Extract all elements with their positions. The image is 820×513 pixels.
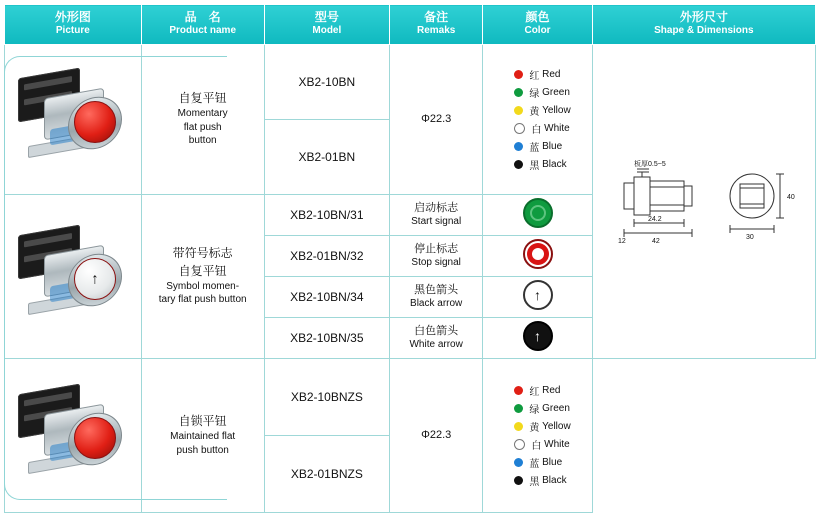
- blue-dot-icon: [514, 458, 523, 467]
- color-label-black-en: Black: [542, 158, 567, 170]
- color-item-yellow: [514, 419, 570, 434]
- color-label-blue-cn: 蓝: [529, 458, 540, 470]
- dim-30-label: 30: [745, 234, 754, 241]
- green-dot-icon: [514, 404, 523, 413]
- yellow-dot-icon: [514, 422, 523, 431]
- color-item-black: [514, 473, 570, 488]
- product-name-cn-2: 自复平钮: [178, 263, 227, 278]
- up-arrow-icon: ↑: [91, 270, 99, 288]
- white-arrow-on-black-icon: [523, 321, 553, 351]
- remark-en: Black arrow: [410, 298, 463, 310]
- color-label-green-en: Green: [542, 402, 570, 414]
- color-item-blue: [514, 139, 570, 154]
- blue-dot-icon: [514, 142, 523, 151]
- model-cell-xb2-10bn: XB2-10BN: [264, 44, 389, 119]
- color-label-blue-en: Blue: [542, 140, 563, 152]
- color-label-red-cn: 红: [529, 386, 540, 398]
- maintained-flat-push-button-red-photo: [10, 383, 136, 487]
- remark-cn: 启动标志: [414, 201, 459, 214]
- table-row: [5, 358, 816, 435]
- color-label-yellow-cn: 黄: [529, 106, 540, 118]
- header-model: [264, 5, 389, 45]
- product-name-cn-1: 带符号标志: [172, 246, 233, 261]
- remark-value: Φ22.3: [421, 428, 452, 441]
- header-remarks-en: Remaks: [416, 25, 456, 36]
- color-item-white: [514, 121, 570, 136]
- header-picture-en: Picture: [55, 25, 90, 36]
- header-model-en: Model: [312, 25, 342, 36]
- picture-cell-group2: [5, 194, 142, 358]
- color-label-green-cn: 绿: [529, 404, 540, 416]
- header-color: [483, 5, 592, 45]
- color-item-white: [514, 437, 570, 452]
- header-product-name: [141, 5, 264, 45]
- black-dot-icon: [514, 160, 523, 169]
- color-label-yellow-en: Yellow: [542, 104, 571, 116]
- red-ring-icon: [523, 239, 553, 269]
- color-label-yellow-cn: 黄: [529, 422, 540, 434]
- product-name-en-2: flat push: [183, 121, 222, 133]
- product-name-cell-group3: [141, 358, 264, 512]
- model-cell-xb2-01bnzs: XB2-01BNZS: [264, 435, 389, 512]
- color-cell-group1: [483, 44, 592, 194]
- color-cell-stop-signal: [483, 235, 592, 276]
- color-list: [504, 378, 570, 493]
- model-cell-xb2-01bn: XB2-01BN: [264, 119, 389, 194]
- header-color-en: Color: [524, 25, 551, 36]
- product-name-en-2: tary flat push button: [158, 294, 247, 306]
- remark-cell-black-arrow: [389, 276, 482, 317]
- red-dot-icon: [514, 386, 523, 395]
- color-item-black: [514, 157, 570, 172]
- color-item-red: [514, 67, 570, 82]
- color-label-green-en: Green: [542, 86, 570, 98]
- color-item-green: [514, 401, 570, 416]
- header-picture-cn: 外形图: [54, 10, 91, 24]
- table-row: [5, 44, 816, 119]
- dim-24-label: 24.2: [647, 216, 662, 223]
- white-dot-icon: [514, 439, 525, 450]
- model-cell-xb2-10bnzs: XB2-10BNZS: [264, 358, 389, 435]
- picture-cell-group3: [5, 358, 142, 512]
- red-dot-icon: [514, 70, 523, 79]
- color-item-blue: [514, 455, 570, 470]
- remark-cn: 白色箭头: [414, 324, 459, 337]
- color-cell-white-arrow: [483, 317, 592, 358]
- black-dot-icon: [514, 476, 523, 485]
- catalog-sheet: [0, 4, 820, 504]
- remark-value: Φ22.3: [421, 112, 452, 125]
- product-name-cn: 自锁平钮: [178, 413, 227, 428]
- header-color-cn: 颜色: [525, 10, 550, 24]
- empty-dimensions-cell: [592, 358, 815, 512]
- white-cap-icon: [74, 258, 116, 300]
- picture-cell-group1: [5, 44, 142, 194]
- color-label-white-cn: 白: [531, 440, 542, 452]
- product-name-cn: 自复平钮: [178, 91, 227, 106]
- color-item-yellow: [514, 103, 570, 118]
- header-remarks-cn: 备注: [424, 10, 449, 24]
- remark-cell-start-signal: [389, 194, 482, 235]
- product-name-en-1: Symbol momen-: [166, 280, 240, 292]
- color-cell-black-arrow: [483, 276, 592, 317]
- remark-cn: 停止标志: [414, 242, 459, 255]
- momentary-flat-push-button-red-photo: [10, 67, 136, 171]
- green-lamp-icon: [523, 198, 553, 228]
- header-dimensions: [592, 5, 815, 45]
- dim-40-label: 40: [786, 194, 795, 201]
- remark-cell-group1: [389, 44, 482, 194]
- header-product-name-cn: 品 名: [184, 10, 221, 24]
- red-cap-icon: [74, 417, 116, 459]
- header-dimensions-en: Shape & Dimensions: [654, 25, 754, 36]
- color-label-blue-en: Blue: [542, 456, 563, 468]
- shape-dimensions-drawing: [604, 153, 804, 249]
- color-label-black-cn: 黑: [529, 476, 540, 488]
- dimensions-cell: [592, 44, 815, 358]
- remark-cell-white-arrow: [389, 317, 482, 358]
- red-cap-icon: [74, 101, 116, 143]
- dimension-svg: [604, 153, 804, 249]
- remark-en: White arrow: [409, 339, 463, 351]
- model-cell-xb2-10bn-35: XB2-10BN/35: [264, 317, 389, 358]
- color-cell-group3: [483, 358, 592, 512]
- product-name-en-3: button: [188, 135, 217, 147]
- color-label-red-en: Red: [542, 68, 561, 80]
- product-name-en-1: Momentary: [177, 108, 228, 120]
- color-label-yellow-en: Yellow: [542, 420, 571, 432]
- table-header-row: [5, 5, 816, 45]
- product-name-en-2: push button: [176, 444, 229, 456]
- dim-42-label: 42: [651, 238, 660, 245]
- color-list: [504, 62, 570, 177]
- remark-en: Stop signal: [411, 257, 461, 269]
- product-name-cell-group1: [141, 44, 264, 194]
- yellow-dot-icon: [514, 106, 523, 115]
- dim-12-label: 12: [617, 238, 626, 245]
- dim-thickness-label: 板厚0.5~5: [633, 161, 666, 168]
- header-product-name-en: Product name: [169, 25, 237, 36]
- header-model-cn: 型号: [314, 10, 339, 24]
- color-item-red: [514, 383, 570, 398]
- product-name-en-1: Maintained flat: [170, 431, 236, 443]
- color-label-white-cn: 白: [531, 124, 542, 136]
- symbol-flat-push-button-white-arrow-photo: [10, 224, 136, 328]
- remark-en: Start signal: [411, 216, 462, 228]
- remark-cell-group3: [389, 358, 482, 512]
- header-picture: [5, 5, 142, 45]
- white-dot-icon: [514, 123, 525, 134]
- color-label-black-cn: 黑: [529, 160, 540, 172]
- remark-cell-stop-signal: [389, 235, 482, 276]
- color-cell-start-signal: [483, 194, 592, 235]
- up-arrow-glyph: ↑: [534, 328, 542, 344]
- color-label-blue-cn: 蓝: [529, 142, 540, 154]
- model-cell-xb2-10bn-34: XB2-10BN/34: [264, 276, 389, 317]
- color-label-black-en: Black: [542, 474, 567, 486]
- color-label-white-en: White: [544, 438, 570, 450]
- color-label-white-en: White: [544, 122, 570, 134]
- color-label-red-cn: 红: [529, 70, 540, 82]
- up-arrow-glyph: ↑: [534, 287, 542, 303]
- color-label-green-cn: 绿: [529, 88, 540, 100]
- model-cell-xb2-10bn-31: XB2-10BN/31: [264, 194, 389, 235]
- black-arrow-on-white-icon: [523, 280, 553, 310]
- header-dimensions-cn: 外形尺寸: [679, 10, 728, 24]
- product-table: [4, 4, 816, 513]
- color-item-green: [514, 85, 570, 100]
- model-cell-xb2-01bn-32: XB2-01BN/32: [264, 235, 389, 276]
- color-label-red-en: Red: [542, 384, 561, 396]
- green-dot-icon: [514, 88, 523, 97]
- header-remarks: [389, 5, 482, 45]
- product-name-cell-group2: [141, 194, 264, 358]
- remark-cn: 黑色箭头: [414, 283, 459, 296]
